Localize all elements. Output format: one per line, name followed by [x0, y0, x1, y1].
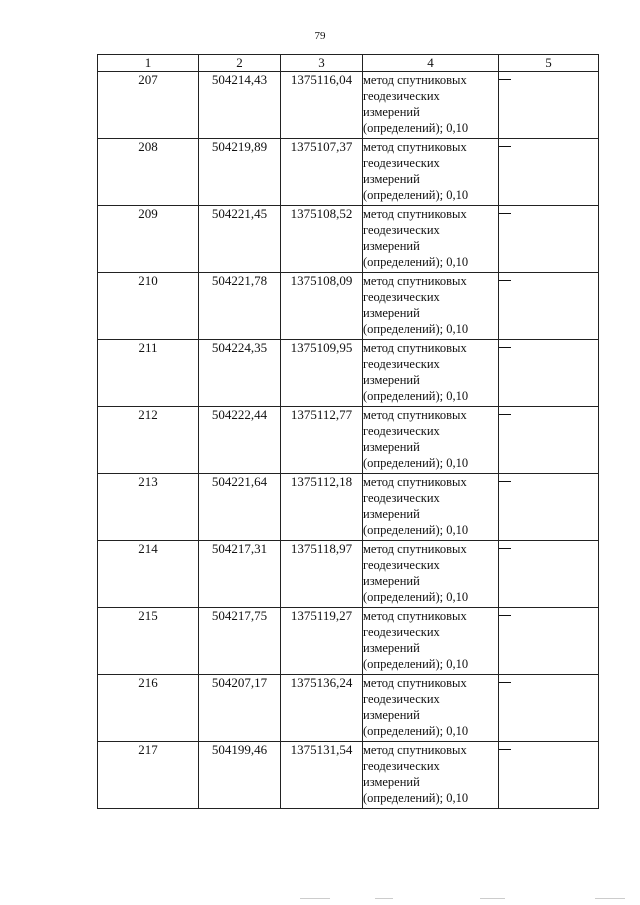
method-description: метод спутниковых геодезических измерений (определений); 0,10 [363, 340, 499, 407]
coordinate-x: 504217,75 [199, 608, 281, 675]
note-cell [499, 139, 599, 206]
dash-mark [499, 682, 511, 683]
method-description: метод спутниковых геодезических измерений (определений); 0,10 [363, 139, 499, 206]
coordinate-x: 504221,45 [199, 206, 281, 273]
note-cell [499, 72, 599, 139]
dash-mark [499, 280, 511, 281]
table-row [98, 407, 599, 474]
table-row [98, 608, 599, 675]
coordinate-y: 1375119,27 [281, 608, 363, 675]
note-cell [499, 541, 599, 608]
coordinate-y: 1375107,37 [281, 139, 363, 206]
table-row [98, 742, 599, 809]
coordinate-x: 504214,43 [199, 72, 281, 139]
method-description: метод спутниковых геодезических измерений (определений); 0,10 [363, 608, 499, 675]
method-description: метод спутниковых геодезических измерений (определений); 0,10 [363, 474, 499, 541]
point-number: 212 [98, 407, 199, 474]
point-number: 208 [98, 139, 199, 206]
coordinate-x: 504199,46 [199, 742, 281, 809]
dash-mark [499, 347, 511, 348]
table-row [98, 474, 599, 541]
point-number: 211 [98, 340, 199, 407]
coordinate-y: 1375112,18 [281, 474, 363, 541]
dash-mark [499, 79, 511, 80]
header-col-1: 1 [98, 55, 199, 72]
method-description: метод спутниковых геодезических измерений (определений); 0,10 [363, 407, 499, 474]
method-description: метод спутниковых геодезических измерений (определений); 0,10 [363, 742, 499, 809]
method-description: метод спутниковых геодезических измерений (определений); 0,10 [363, 541, 499, 608]
point-number: 214 [98, 541, 199, 608]
method-description: метод спутниковых геодезических измерений (определений); 0,10 [363, 72, 499, 139]
coordinate-x: 504219,89 [199, 139, 281, 206]
dash-mark [499, 414, 511, 415]
header-col-2: 2 [199, 55, 281, 72]
coordinate-y: 1375112,77 [281, 407, 363, 474]
coordinate-y: 1375131,54 [281, 742, 363, 809]
header-row [98, 55, 599, 72]
dash-mark [499, 481, 511, 482]
coordinate-y: 1375108,52 [281, 206, 363, 273]
coordinate-x: 504221,64 [199, 474, 281, 541]
note-cell [499, 742, 599, 809]
table-row [98, 541, 599, 608]
table-row [98, 139, 599, 206]
coordinates-table [97, 54, 599, 809]
coordinate-y: 1375118,97 [281, 541, 363, 608]
table-row [98, 340, 599, 407]
coordinate-y: 1375116,04 [281, 72, 363, 139]
coordinate-x: 504222,44 [199, 407, 281, 474]
coordinate-x: 504207,17 [199, 675, 281, 742]
note-cell [499, 206, 599, 273]
method-description: метод спутниковых геодезических измерений (определений); 0,10 [363, 675, 499, 742]
table-body [98, 72, 599, 809]
point-number: 210 [98, 273, 199, 340]
coordinate-y: 1375136,24 [281, 675, 363, 742]
footer-scan-marks [290, 898, 630, 902]
point-number: 217 [98, 742, 199, 809]
point-number: 213 [98, 474, 199, 541]
table-row [98, 206, 599, 273]
note-cell [499, 608, 599, 675]
header-col-5: 5 [499, 55, 599, 72]
dash-mark [499, 213, 511, 214]
table-row [98, 273, 599, 340]
note-cell [499, 474, 599, 541]
note-cell [499, 273, 599, 340]
method-description: метод спутниковых геодезических измерений (определений); 0,10 [363, 206, 499, 273]
point-number: 209 [98, 206, 199, 273]
coordinate-x: 504217,31 [199, 541, 281, 608]
point-number: 216 [98, 675, 199, 742]
note-cell [499, 407, 599, 474]
point-number: 207 [98, 72, 199, 139]
table-row [98, 675, 599, 742]
dash-mark [499, 749, 511, 750]
coordinate-y: 1375108,09 [281, 273, 363, 340]
page-number: 79 [314, 30, 326, 42]
note-cell [499, 340, 599, 407]
point-number: 215 [98, 608, 199, 675]
dash-mark [499, 548, 511, 549]
coordinate-x: 504224,35 [199, 340, 281, 407]
note-cell [499, 675, 599, 742]
coordinate-y: 1375109,95 [281, 340, 363, 407]
dash-mark [499, 146, 511, 147]
table-row [98, 72, 599, 139]
coordinate-x: 504221,78 [199, 273, 281, 340]
header-col-3: 3 [281, 55, 363, 72]
header-col-4: 4 [363, 55, 499, 72]
method-description: метод спутниковых геодезических измерений (определений); 0,10 [363, 273, 499, 340]
dash-mark [499, 615, 511, 616]
